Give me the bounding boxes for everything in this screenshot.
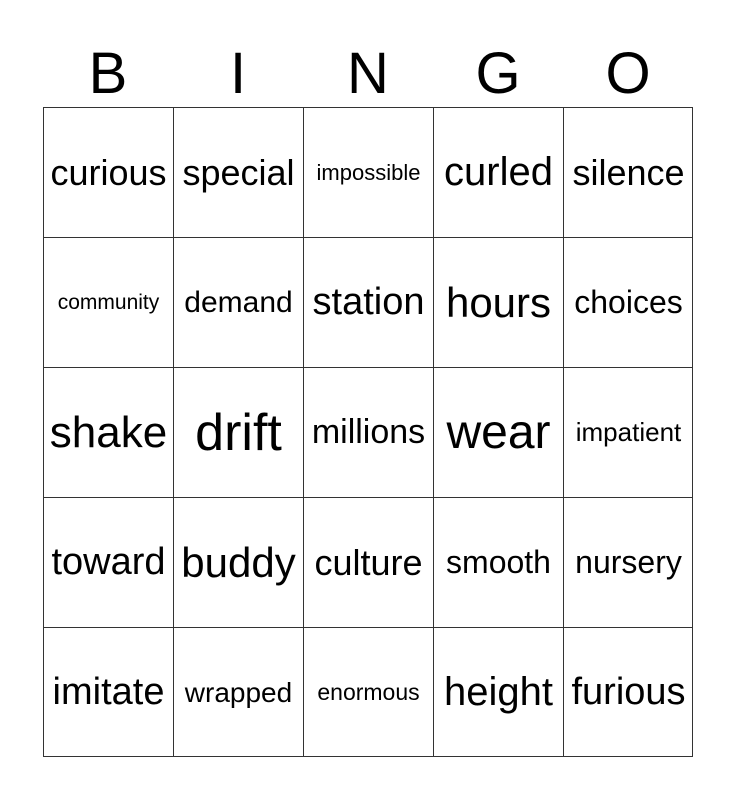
header-letter-n: N <box>347 41 389 106</box>
bingo-header <box>43 40 693 108</box>
bingo-cell[interactable]: toward <box>43 497 173 627</box>
bingo-cell[interactable]: special <box>173 107 303 237</box>
header-letter-g: G <box>475 41 521 106</box>
bingo-cell[interactable]: impatient <box>563 367 693 497</box>
bingo-cell[interactable]: silence <box>563 107 693 237</box>
header-letter-b: B <box>88 41 128 106</box>
header-letter-i: I <box>229 41 247 106</box>
bingo-cell[interactable]: culture <box>303 497 433 627</box>
bingo-cell[interactable]: drift <box>173 367 303 497</box>
bingo-cell[interactable]: wrapped <box>173 627 303 757</box>
bingo-cell[interactable]: shake <box>43 367 173 497</box>
header-letter-o: O <box>605 41 651 106</box>
bingo-cell[interactable]: imitate <box>43 627 173 757</box>
bingo-cell[interactable]: wear <box>433 367 563 497</box>
bingo-card <box>43 107 693 757</box>
bingo-cell[interactable]: curled <box>433 107 563 237</box>
bingo-cell[interactable]: demand <box>173 237 303 367</box>
bingo-cell[interactable]: hours <box>433 237 563 367</box>
bingo-cell[interactable]: nursery <box>563 497 693 627</box>
bingo-cell[interactable]: curious <box>43 107 173 237</box>
bingo-cell[interactable]: height <box>433 627 563 757</box>
bingo-cell[interactable]: impossible <box>303 107 433 237</box>
bingo-cell[interactable]: enormous <box>303 627 433 757</box>
bingo-cell[interactable]: furious <box>563 627 693 757</box>
bingo-cell[interactable]: buddy <box>173 497 303 627</box>
bingo-cell[interactable]: choices <box>563 237 693 367</box>
bingo-cell[interactable]: community <box>43 237 173 367</box>
bingo-cell[interactable]: millions <box>303 367 433 497</box>
bingo-cell[interactable]: smooth <box>433 497 563 627</box>
bingo-cell[interactable]: station <box>303 237 433 367</box>
